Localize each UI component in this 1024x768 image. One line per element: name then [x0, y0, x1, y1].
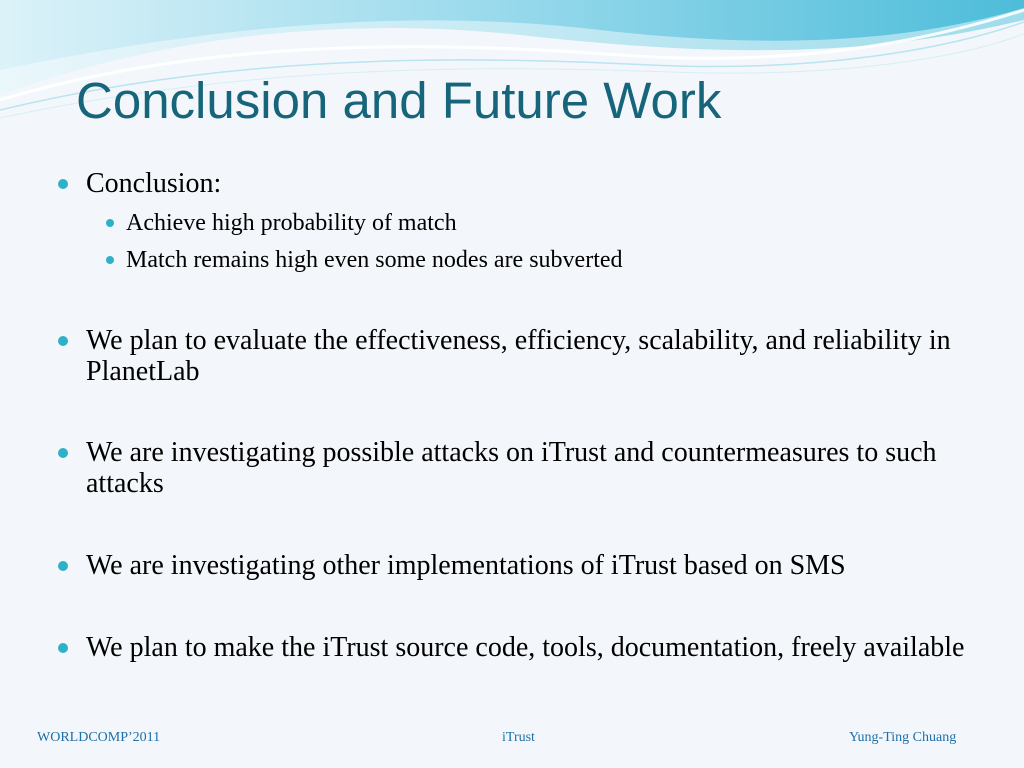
bullet-text: We plan to make the iTrust source code, tools, documentation, freely available — [86, 632, 965, 663]
bullet-dot-icon — [58, 448, 68, 458]
bullet-text: We are investigating other implementations of iTrust based on SMS — [86, 550, 846, 581]
bullet-dot-icon — [58, 643, 68, 653]
footer-project: iTrust — [502, 730, 535, 745]
slide-title: Conclusion and Future Work — [76, 72, 722, 129]
bullet-item — [86, 550, 1016, 581]
footer-author: Yung-Ting Chuang — [849, 730, 957, 745]
footer-conference: WORLDCOMP’2011 — [37, 730, 161, 745]
bullet-text: We plan to evaluate the effectiveness, efficiency, scalability, and reliability in PlanetLab — [86, 325, 951, 387]
bullet-item — [86, 437, 1016, 499]
bullet-item — [86, 325, 1016, 387]
bullet-text: Match remains high even some nodes are subverted — [126, 247, 623, 273]
bullet-dot-icon — [58, 561, 68, 571]
bullet-dot-icon — [106, 219, 114, 227]
bullet-text: Achieve high probability of match — [126, 210, 457, 236]
bullet-dot-icon — [58, 336, 68, 346]
bullet-dot-icon — [58, 179, 68, 189]
bullet-text: We are investigating possible attacks on iTrust and countermeasures to such attacks — [86, 437, 937, 499]
bullet-text: Conclusion: — [86, 168, 222, 199]
bullet-item — [86, 632, 1016, 663]
bullet-item — [86, 168, 1016, 199]
sub-bullet-item — [126, 246, 1006, 274]
sub-bullet-item — [126, 209, 1006, 237]
bullet-dot-icon — [106, 256, 114, 264]
